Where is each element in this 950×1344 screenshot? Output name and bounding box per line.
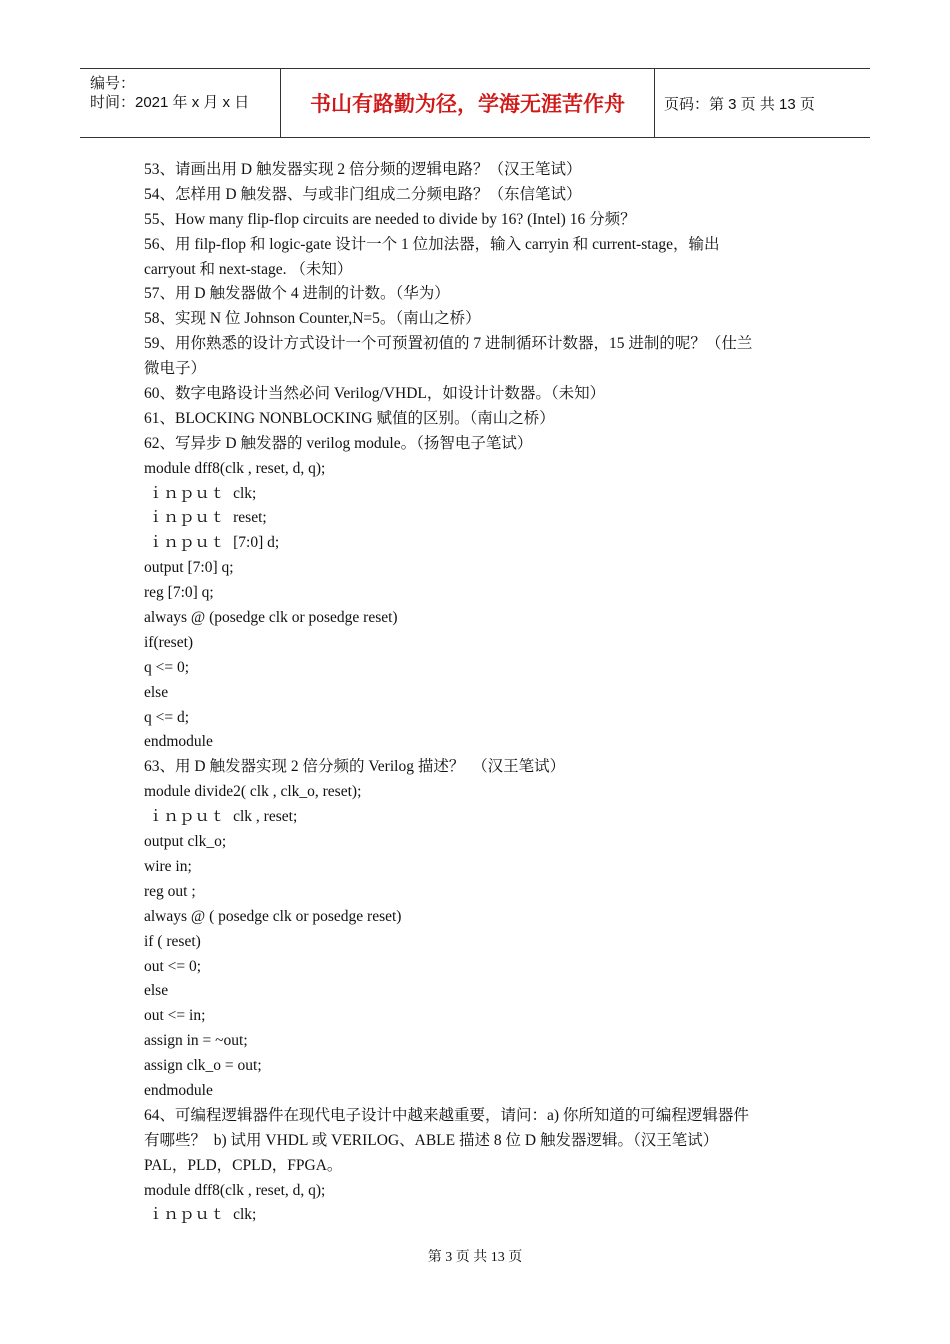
text-line: always @ (posedge clk or posedge reset) [144,609,398,627]
text-line: endmodule [144,733,213,751]
text-line: module dff8(clk , reset, d, q); [144,459,326,477]
text-line: output clk_o; [144,833,227,851]
text-line: out <= in; [144,1007,206,1025]
text-line: 53、请画出用 D 触发器实现 2 倍分频的逻辑电路？（汉王笔试） [144,161,582,178]
text-line: reg [7:0] q; [144,584,214,602]
text-line: 54、怎样用 D 触发器、与或非门组成二分频电路？（东信笔试） [144,185,582,203]
text-line: ｉｎｐｕｔ clk; [144,1206,257,1224]
text-line: 59、用你熟悉的设计方式设计一个可预置初值的 7 进制循环计数器，15 进制的呢？（仕兰 [144,335,753,353]
text-line: wire in; [144,857,192,875]
text-line: module dff8(clk , reset, d, q); [144,1181,326,1199]
text-line: always @ ( posedge clk or posedge reset) [144,907,402,925]
text-line: 61、BLOCKING NONBLOCKING 赋值的区别。（南山之桥） [144,409,555,427]
header-motto: 书山有路勤为径，学海无涯苦作舟 [281,69,655,137]
text-line: 64、可编程逻辑器件在现代电子设计中越来越重要，请问：a) 你所知道的可编程逻辑器件 [144,1106,749,1124]
page-footer: 第 3 页 共 13 页 [427,1250,523,1265]
text-line: output [7:0] q; [144,559,234,577]
text-line: 62、写异步 D 触发器的 verilog module。（扬智电子笔试） [144,434,533,452]
text-line: 63、用 D 触发器实现 2 倍分频的 Verilog 描述？ （汉王笔试） [144,758,566,776]
text-line: out <= 0; [144,957,202,975]
page-info: 页码：第 3 页 共 13 页 [664,95,815,113]
text-line: 60、数字电路设计当然必问 Verilog/VHDL，如设计计数器。（未知） [144,385,606,403]
text-line: carryout 和 next-stage. （未知） [144,260,353,278]
text-line: if(reset) [144,633,194,651]
text-line: else [144,982,169,1000]
time-label: 时间：2021 年 x 月 x 日 [90,94,250,111]
text-line: reg out ; [144,882,196,900]
header-info-cell [80,69,281,137]
serial-label: 编号： [90,75,136,92]
page-header [80,68,870,138]
text-line: module divide2( clk , clk_o, reset); [144,783,362,801]
document-body [144,158,810,1228]
text-line: ｉｎｐｕｔ clk; [144,484,257,502]
header-page-info-cell [655,69,870,137]
text-line: ｉｎｐｕｔ reset; [144,509,267,527]
text-line: endmodule [144,1081,213,1099]
text-line: 56、用 filp-flop 和 logic-gate 设计一个 1 位加法器，输入 carryin 和 current-stage，输出 [144,235,720,253]
text-line: assign in = ~out; [144,1032,248,1050]
text-line: 有哪些？ b) 试用 VHDL 或 VERILOG、ABLE 描述 8 位 D 触发器逻辑。（汉王笔试） [144,1131,719,1149]
text-line: else [144,683,169,701]
text-line: assign clk_o = out; [144,1057,262,1075]
text-line: q <= 0; [144,658,190,676]
text-line: ｉｎｐｕｔ clk , reset; [144,808,298,826]
text-line: 58、实现 N 位 Johnson Counter,N=5。（南山之桥） [144,310,481,328]
text-line: PAL，PLD，CPLD，FPGA。 [144,1156,343,1174]
text-line: 微电子） [144,360,207,378]
text-line: if ( reset) [144,932,201,950]
text-line: q <= d; [144,708,190,726]
text-line: ｉｎｐｕｔ [7:0] d; [144,534,280,552]
text-line: 57、用 D 触发器做个 4 进制的计数。（华为） [144,285,450,303]
text-line: 55、How many flip-flop circuits are needed to divide by 16? (Intel) 16 分频？ [144,210,636,228]
